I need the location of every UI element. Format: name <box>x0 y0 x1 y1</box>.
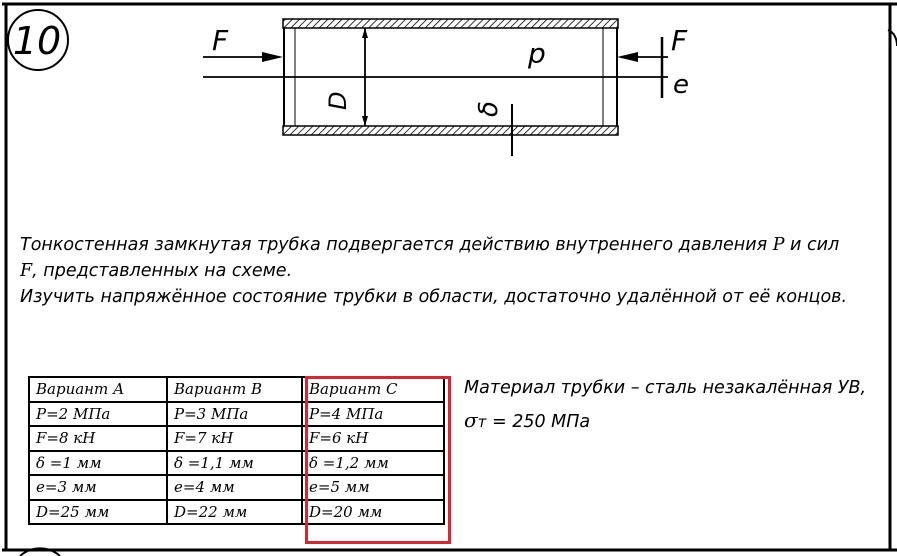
sigma-subscript: т <box>477 413 487 431</box>
pressure-symbol: P <box>772 235 785 255</box>
material-info <box>464 372 894 438</box>
table-cell: P=4 МПа <box>302 402 444 427</box>
table-cell: F=6 кН <box>302 426 444 451</box>
thickness-label: δ <box>474 101 504 117</box>
table-cell: P=2 МПа <box>29 402 167 427</box>
diameter-label: D <box>324 91 352 110</box>
table-cell: δ =1,2 мм <box>302 451 444 476</box>
table-cell: e=3 мм <box>29 475 167 500</box>
problem-statement <box>20 232 885 310</box>
statement-line-3: Изучить напряжённое состояние трубки в области, достаточно удалённой от её концов. <box>20 287 848 307</box>
yield-strength-line: σт = 250 МПа <box>464 408 591 432</box>
tube-top-wall <box>283 19 618 28</box>
table-cell: D=22 мм <box>167 500 302 525</box>
table-cell: δ =1,1 мм <box>167 451 302 476</box>
table-cell: δ =1 мм <box>29 451 167 476</box>
force-right-label: F <box>671 24 688 57</box>
material-line: Материал трубки – сталь незакалённая УВ, <box>464 378 867 398</box>
table-cell: F=7 кН <box>167 426 302 451</box>
problem-number: 10 <box>12 19 62 63</box>
statement-line-1: Тонкостенная замкнутая трубка подвергается действию внутреннего давления P и сил <box>20 235 840 255</box>
statement-line-2: F, представленных на схеме. <box>20 261 293 281</box>
force-left-label: F <box>212 24 229 57</box>
table-cell: Вариант С <box>302 377 444 402</box>
table-cell: D=20 мм <box>302 500 444 525</box>
force-symbol: F <box>20 261 33 281</box>
variant-c-highlight <box>305 376 451 544</box>
eccentricity-label: e <box>673 70 689 100</box>
pressure-label: p <box>528 37 546 70</box>
table-cell: e=4 мм <box>167 475 302 500</box>
table-cell: Вариант В <box>167 377 302 402</box>
table-cell: P=3 МПа <box>167 402 302 427</box>
table-cell: e=5 мм <box>302 475 444 500</box>
table-cell: F=8 кН <box>29 426 167 451</box>
table-cell: Вариант А <box>29 377 167 402</box>
sigma-symbol: σ <box>464 408 478 432</box>
tube-bottom-wall <box>283 126 618 135</box>
table-cell: D=25 мм <box>29 500 167 525</box>
